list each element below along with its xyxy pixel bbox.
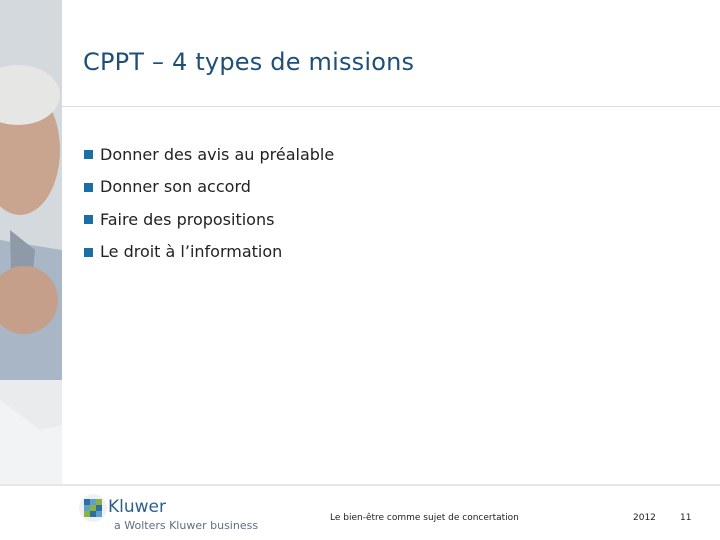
square-bullet-icon [84,248,93,257]
footer-year: 2012 [633,513,656,523]
footer-divider-left [0,484,62,486]
title-divider [62,106,720,107]
bullet-item [84,236,334,269]
square-bullet-icon [84,215,93,224]
square-bullet-icon [84,183,93,192]
bullet-item [84,138,334,171]
bullet-item [84,203,334,236]
bullet-text: Le droit à l’information [100,242,283,262]
bullet-text: Donner des avis au préalable [100,144,335,164]
bullet-item [84,171,334,204]
footer-divider [62,484,720,486]
page-number: 11 [680,513,692,523]
bullet-list [84,138,334,268]
slide-title: CPPT – 4 types de missions [83,48,415,76]
bullet-text: Faire des propositions [100,209,275,229]
bullet-text: Donner son accord [100,177,251,197]
wolters-kluwer-logo-icon [78,493,108,523]
square-bullet-icon [84,150,93,159]
side-photo [0,0,62,484]
brand-tagline: a Wolters Kluwer business [114,519,259,532]
brand-name: Kluwer [108,497,166,517]
photo-illustration [0,0,62,484]
footer-caption: Le bien-être comme sujet de concertation [330,513,519,523]
